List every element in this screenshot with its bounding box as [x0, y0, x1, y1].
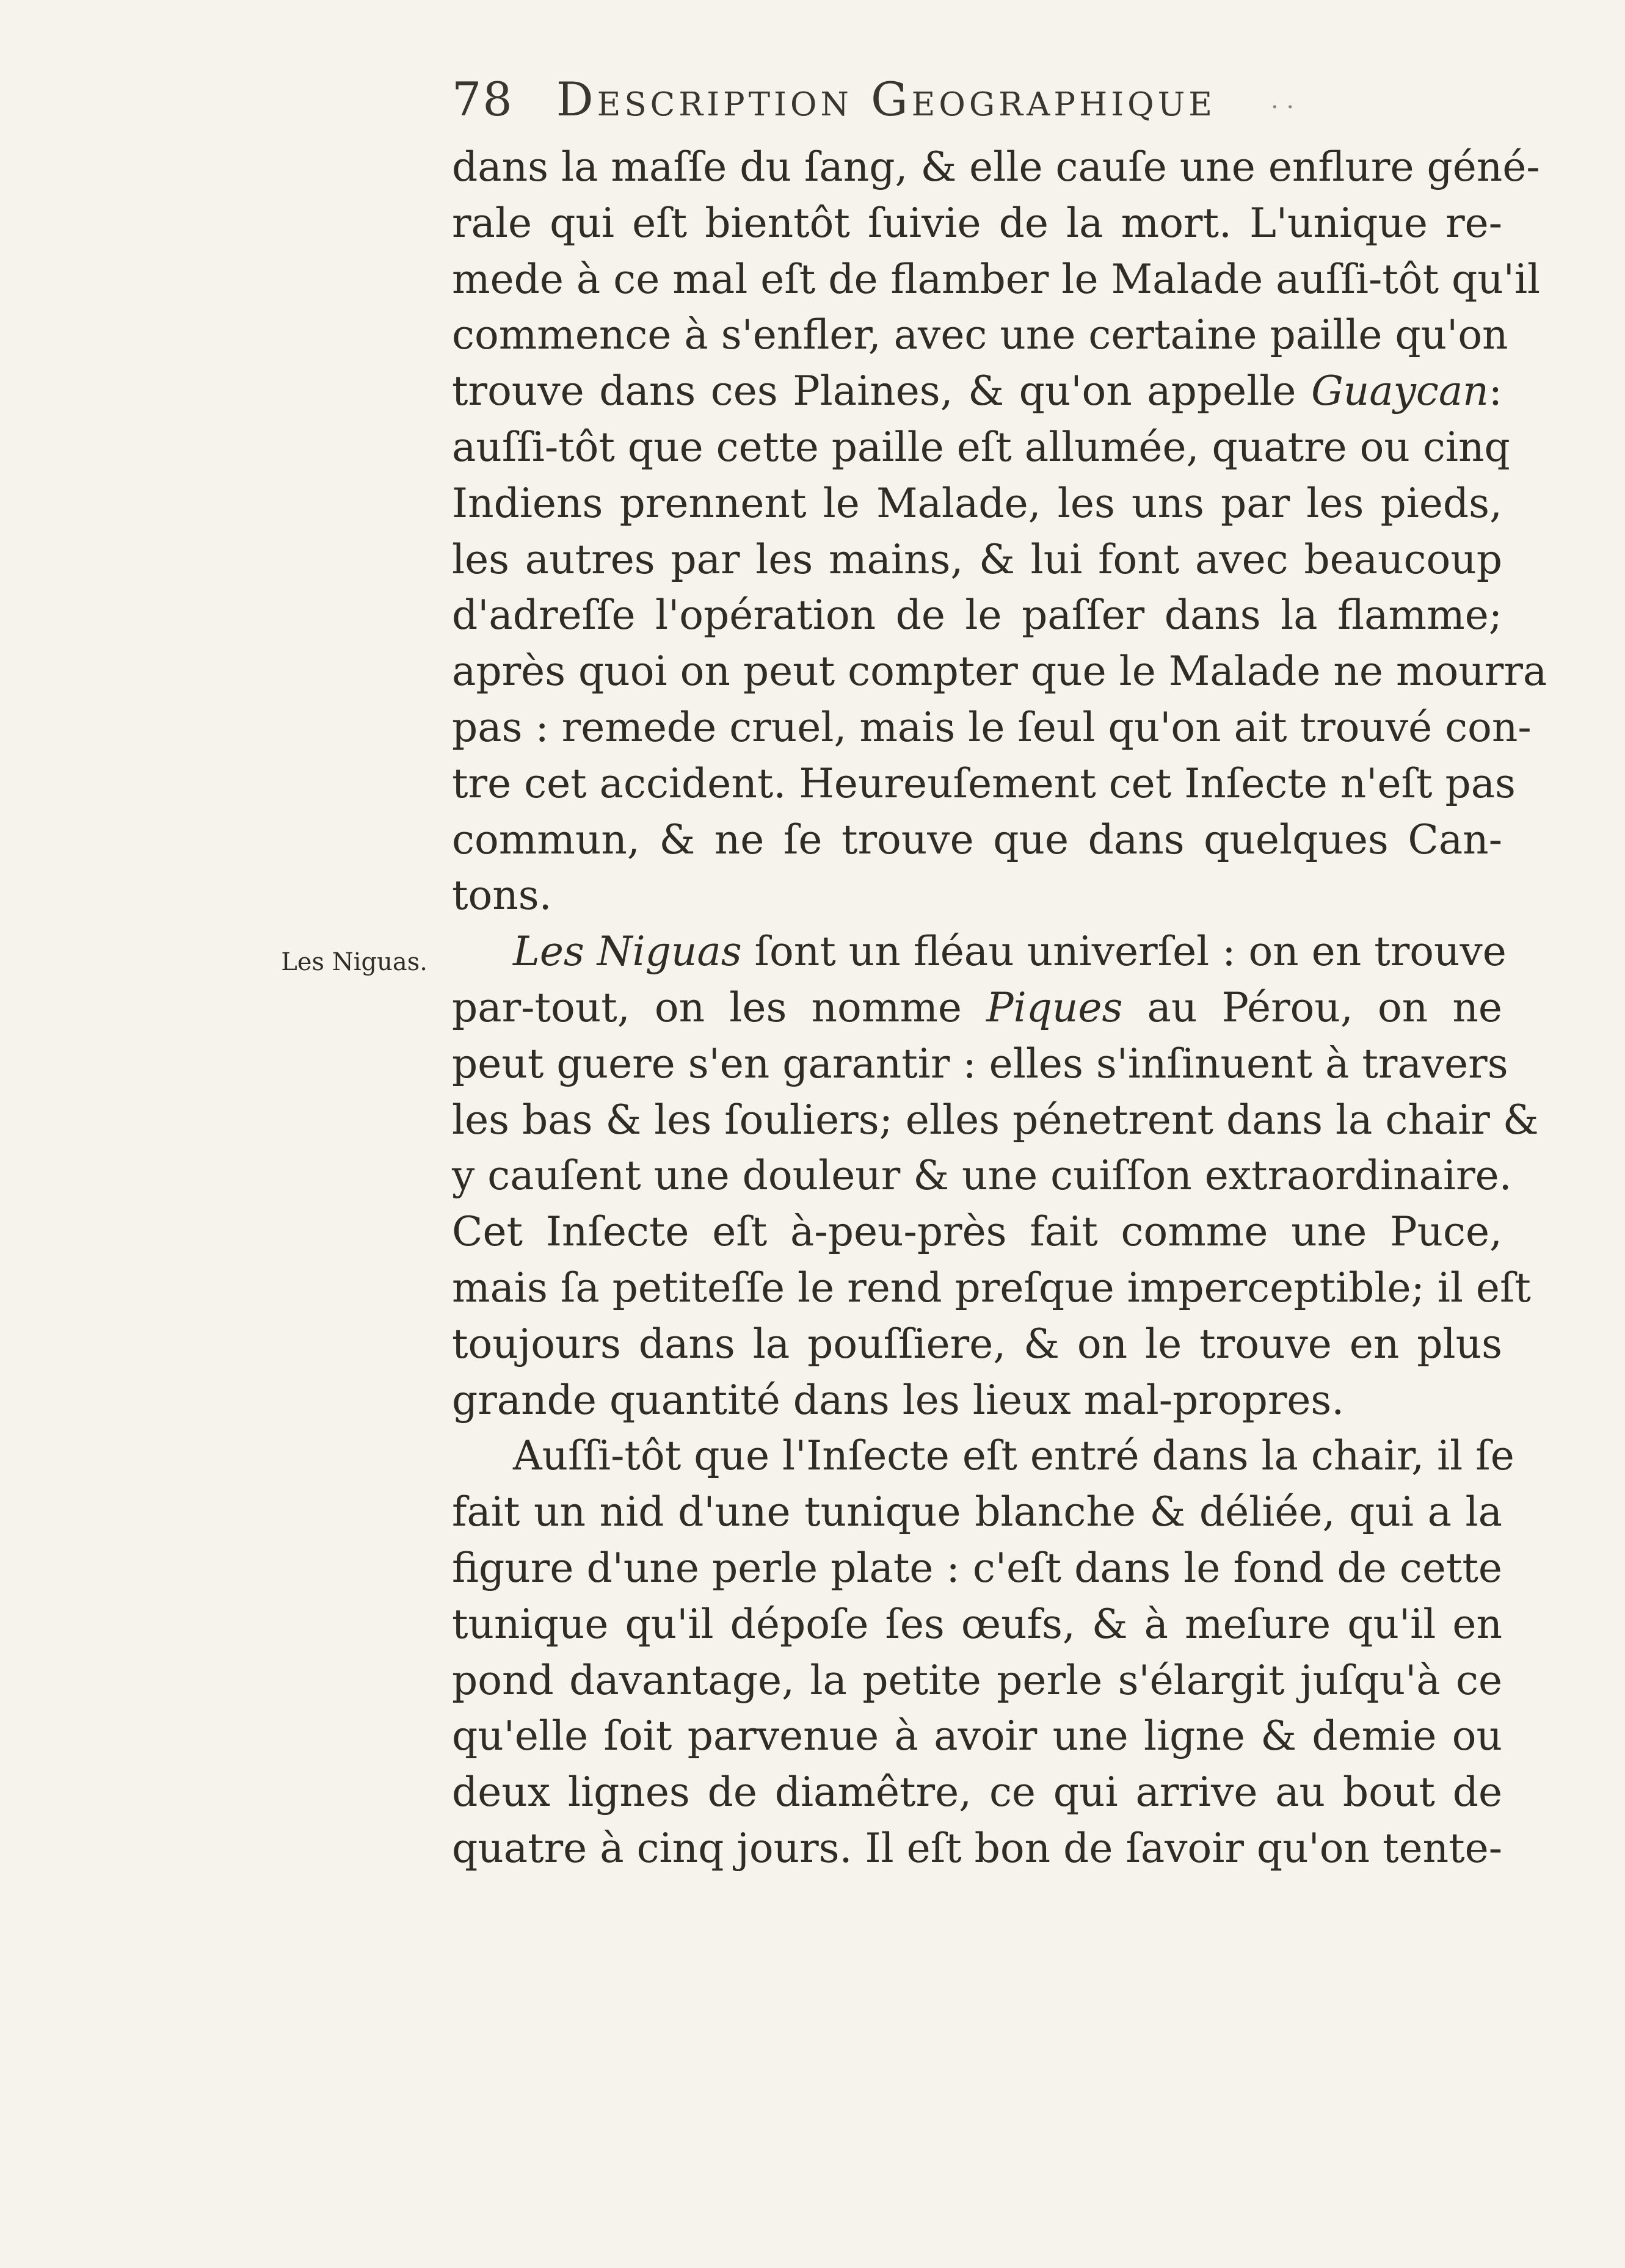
text-segment: les autres par les mains, & lui font avec beaucoup [452, 535, 1502, 583]
body-text [452, 139, 1547, 1877]
text-line [452, 363, 1502, 419]
text-segment: après quoi on peut compter que le Malade ne mourra [452, 648, 1547, 695]
header-ornament: · · [1270, 93, 1295, 121]
page-number: 78 [452, 72, 514, 126]
text-line [452, 700, 1532, 756]
text-segment: Auſſi-tôt que l'Inſecte eſt entré dans la chair, il ſe [513, 1432, 1514, 1480]
text-segment: Indiens prennent le Malade, les uns par les pieds, [452, 479, 1502, 527]
page-header [452, 72, 1502, 127]
text-segment: commun, & ne ſe trouve que dans quelques Can- [452, 816, 1502, 863]
text-segment: commence à s'enfler, avec une certaine paille qu'on [452, 311, 1508, 359]
text-line [452, 1036, 1508, 1092]
text-line [452, 1764, 1502, 1821]
text-line [452, 1092, 1539, 1148]
text-line [452, 419, 1510, 476]
text-line [452, 643, 1547, 700]
text-line [452, 1653, 1502, 1709]
text-segment: tons. [452, 872, 552, 919]
text-segment: trouve dans ces Plaines, & qu'on appelle [452, 368, 1312, 415]
text-line [452, 252, 1541, 308]
text-segment: mais ſa petiteſſe le rend preſque imperceptible; il eſt [452, 1264, 1531, 1311]
text-segment: Cet Inſecte eſt à-peu-près fait comme une Puce, [452, 1208, 1502, 1256]
text-segment: pond davantage, la petite perle s'élargit juſqu'à ce [452, 1656, 1502, 1704]
text-line [452, 307, 1508, 363]
text-line [452, 924, 1507, 980]
text-line [452, 195, 1502, 252]
text-line [452, 139, 1540, 195]
text-line [452, 756, 1516, 812]
text-line [452, 980, 1502, 1036]
text-segment: fait un nid d'une tunique blanche & déliée, qui a la [452, 1488, 1502, 1536]
text-line [452, 1204, 1502, 1260]
text-line [452, 1372, 1502, 1429]
text-line [452, 1708, 1502, 1764]
text-segment: auſſi-tôt que cette paille eſt allumée, quatre ou cinq [452, 423, 1510, 471]
text-segment: y cauſent une douleur & une cuiſſon extraordinaire. [452, 1152, 1512, 1200]
text-line [452, 1596, 1502, 1653]
text-segment: toujours dans la pouſſiere, & on le trouve en plus [452, 1320, 1502, 1368]
text-segment: ſont un fléau univerſel : on en trouve [741, 928, 1507, 976]
text-segment: dans la maſſe du ſang, & elle cauſe une enflure géné- [452, 143, 1540, 190]
text-line [452, 1540, 1502, 1596]
text-segment: au Pérou, on ne [1122, 984, 1502, 1031]
text-line [452, 1316, 1502, 1372]
running-title: Description Geographique [556, 72, 1216, 126]
text-segment: : [1488, 368, 1502, 415]
text-line [452, 587, 1502, 643]
text-segment: quatre à cinq jours. Il eſt bon de ſavoir qu'on tente- [452, 1824, 1502, 1872]
text-segment: deux lignes de diamêtre, ce qui arrive au bout de [452, 1769, 1502, 1816]
text-segment: pas : remede cruel, mais le ſeul qu'on ait trouvé con- [452, 703, 1532, 751]
text-segment: tunique qu'il dépoſe ſes œufs, & à meſure qu'il en [452, 1600, 1502, 1648]
text-segment: par-tout, on les nomme [452, 984, 987, 1031]
text-segment: qu'elle ſoit parvenue à avoir une ligne & demie ou [452, 1712, 1502, 1760]
text-line [452, 812, 1502, 868]
italic-term: Piques [986, 984, 1123, 1031]
text-line [452, 1484, 1502, 1540]
italic-term: Guaycan [1311, 368, 1489, 415]
text-segment: les bas & les ſouliers; elles pénetrent dans la chair & [452, 1096, 1539, 1143]
text-segment: rale qui eſt bientôt ſuivie de la mort. L'unique re- [452, 199, 1502, 247]
italic-term: Les Niguas [513, 928, 742, 976]
text-segment: peut guere s'en garantir : elles s'inſinuent à travers [452, 1040, 1508, 1087]
text-segment: tre cet accident. Heureuſement cet Inſecte n'eſt pas [452, 759, 1516, 807]
margin-note: Les Niguas. [281, 948, 427, 976]
text-line [452, 476, 1502, 532]
text-segment: mede à ce mal eſt de flamber le Malade auſſi-tôt qu'il [452, 255, 1541, 303]
text-line [452, 868, 1502, 924]
text-line [452, 1148, 1512, 1204]
text-segment: d'adreſſe l'opération de le paſſer dans la flamme; [452, 592, 1502, 639]
text-line [452, 1428, 1514, 1484]
text-segment: figure d'une perle plate : c'eſt dans le fond de cette [452, 1544, 1502, 1592]
text-line [452, 532, 1502, 588]
text-segment: grande quantité dans les lieux mal-propres. [452, 1376, 1345, 1424]
text-line [452, 1260, 1531, 1316]
text-line [452, 1821, 1502, 1877]
